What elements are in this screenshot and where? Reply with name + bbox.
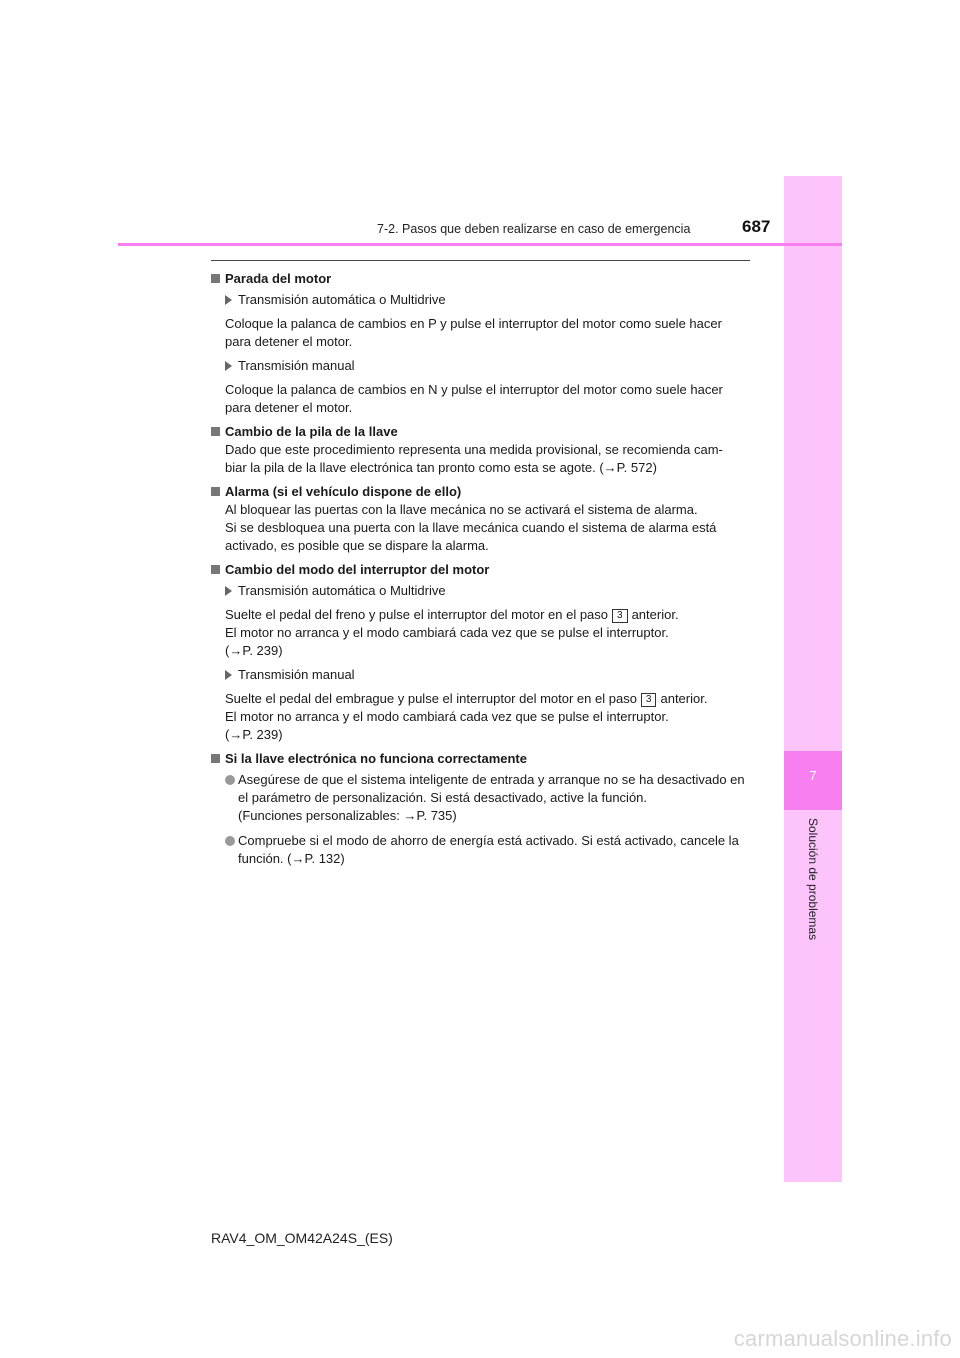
square-bullet-icon <box>211 274 220 283</box>
chapter-number: 7 <box>809 768 817 783</box>
section-heading: Alarma (si el vehículo dispone de ello) <box>211 483 751 501</box>
square-bullet-icon <box>211 487 220 496</box>
page-number: 687 <box>742 217 771 236</box>
triangle-bullet-icon <box>225 670 232 680</box>
paragraph: Coloque la palanca de cambios en N y pulse el interruptor del motor como suele hacer para detener el motor. <box>225 382 723 415</box>
paragraph <box>211 441 751 477</box>
side-tab <box>784 176 842 1182</box>
paragraph <box>211 501 751 555</box>
chapter-label: Solución de problemas <box>806 818 820 941</box>
circle-bullet-icon <box>225 775 235 785</box>
triangle-bullet-icon <box>225 361 232 371</box>
sub-heading: Transmisión manual <box>211 666 751 684</box>
list-item: Compruebe si el modo de ahorro de energía está activado. Si está activado, cancele la función. (→P. 132) <box>211 832 751 868</box>
watermark: carmanualsonline.info <box>733 1326 952 1351</box>
paragraph <box>211 606 751 660</box>
paragraph-line: El motor no arranca y el modo cambiará cada vez que se pulse el interruptor. <box>225 625 669 640</box>
paragraph-line: Suelte el pedal del freno y pulse el interruptor del motor en el paso 3 anterior. <box>225 607 679 622</box>
list-item <box>211 771 751 825</box>
section-heading: Parada del motor <box>211 270 751 288</box>
section-rule <box>211 260 750 261</box>
triangle-bullet-icon <box>225 586 232 596</box>
step-number-box: 3 <box>641 693 657 707</box>
paragraph-line: El motor no arranca y el modo cambiará cada vez que se pulse el interruptor. <box>225 709 669 724</box>
page-reference: (→P. 239) <box>225 727 283 742</box>
circle-bullet-icon <box>225 836 235 846</box>
sub-heading: Transmisión automática o Multidrive <box>211 582 751 600</box>
page-reference: (→P. 239) <box>225 643 283 658</box>
square-bullet-icon <box>211 754 220 763</box>
square-bullet-icon <box>211 427 220 436</box>
page-content <box>211 270 751 868</box>
paragraph-line: Al bloquear las puertas con la llave mecánica no se activará el sistema de alarma. <box>225 502 698 517</box>
paragraph-line: (Funciones personalizables: →P. 735) <box>238 808 457 823</box>
square-bullet-icon <box>211 565 220 574</box>
paragraph-line: Suelte el pedal del embrague y pulse el interruptor del motor en el paso 3 anterior. <box>225 691 708 706</box>
section-heading: Cambio de la pila de la llave <box>211 423 751 441</box>
step-number-box: 3 <box>612 609 628 623</box>
paragraph-line: Dado que este procedimiento representa una medida provisional, se recomienda cam- <box>225 442 723 457</box>
sub-heading: Transmisión manual <box>211 357 751 375</box>
triangle-bullet-icon <box>225 295 232 305</box>
header-title: 7-2. Pasos que deben realizarse en caso de emergencia <box>377 222 691 236</box>
paragraph <box>211 690 751 744</box>
sub-heading: Transmisión automática o Multidrive <box>211 291 751 309</box>
section-heading: Cambio del modo del interruptor del motor <box>211 561 751 579</box>
document-code: RAV4_OM_OM42A24S_(ES) <box>211 1230 393 1246</box>
section-heading: Si la llave electrónica no funciona correctamente <box>211 750 751 768</box>
paragraph-line: biar la pila de la llave electrónica tan pronto como esta se agote. (→P. 572) <box>225 460 657 475</box>
header-rule <box>118 243 842 246</box>
paragraph: Coloque la palanca de cambios en P y pulse el interruptor del motor como suele hacer para detener el motor. <box>225 316 722 349</box>
paragraph-line: Si se desbloquea una puerta con la llave mecánica cuando el sistema de alarma está activado, es posible que se dispare la alarma. <box>225 520 717 553</box>
paragraph-line: Asegúrese de que el sistema inteligente de entrada y arranque no se ha desactivado en el parámetro de personalización. Si está desactivado, active la función. <box>238 772 745 805</box>
